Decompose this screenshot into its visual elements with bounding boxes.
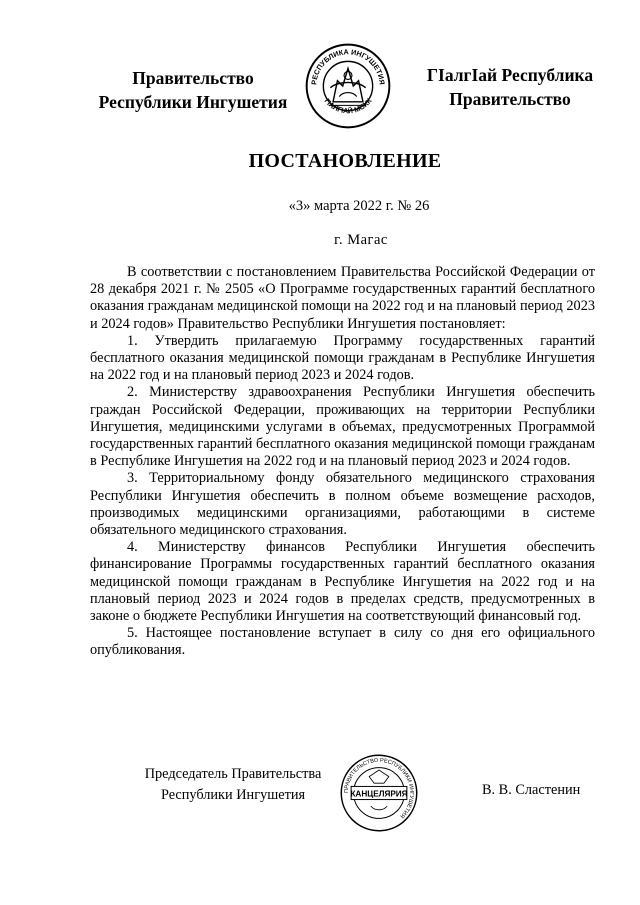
header-right: [405, 63, 615, 111]
signatory-position-line1: Председатель Правительства: [144, 766, 322, 782]
document-date-number: «3» марта 2022 г. № 26: [288, 198, 430, 214]
signatory-name: В. В. Сластенин: [482, 782, 581, 798]
clause-paragraph-1: 1. Утвердить прилагаемую Программу государственных гарантий бесплатного оказания медицинской помощи гражданам в Республике Ингушетия на 2022 год и на плановый период 2023 и 2024 годов.: [90, 332, 595, 384]
clause-paragraph-5: 5. Настоящее постановление вступает в силу со дня его официального опубликования.: [90, 625, 595, 659]
document-body: [90, 264, 595, 660]
header-left-line1: Правительство: [132, 68, 254, 88]
chancellery-stamp-icon: [338, 752, 420, 834]
header-right-line2: Правительство: [449, 89, 571, 109]
stamp-ring-text: ПРАВИТЕЛЬСТВО РЕСПУБЛИКИ ИНГУШЕТИЯ: [343, 757, 415, 819]
emblem-text-top: РЕСПУБЛИКА ИНГУШЕТИЯ: [309, 47, 387, 86]
signatory-position-line2: Республики Ингушетия: [160, 787, 306, 803]
ingushetia-coat-of-arms-icon: [304, 42, 392, 130]
clause-paragraph-2: 2. Министерству здравоохранения Республики Ингушетия обеспечить граждан Российской Федерации, проживающих на территории Республики Ингушетия, медицинскими услугами в объемах, предусмотренных Программой государственных гарантий бесплатного оказания медицинской помощи гражданам в Республике Ингушетия на 2022 год и на плановый период 2023 и 2024 годов.: [90, 384, 595, 470]
document-city: г. Магас: [334, 232, 388, 248]
header-right-line1: ГӀалгӀай Республика: [426, 65, 594, 85]
header-left: [78, 66, 308, 114]
header-left-line2: Республики Ингушетия: [98, 92, 288, 112]
stamp-label: КАНЦЕЛЯРИЯ: [350, 789, 408, 799]
document-title: ПОСТАНОВЛЕНИЕ: [248, 150, 442, 172]
signatory-position: [118, 764, 348, 806]
preamble-paragraph: В соответствии с постановлением Правительства Российской Федерации от 28 декабря 2021 г. № 2505 «О Программе государственных гарантий бесплатного оказания гражданам медицинской помощи на 2022 год и на плановый период 2023 и 2024 годов» Правительство Республики Ингушетия постановляет:: [90, 264, 595, 332]
clause-paragraph-4: 4. Министерству финансов Республики Ингушетия обеспечить финансирование Программы государственных гарантий бесплатного оказания медицинской помощи гражданам в Республике Ингушетия на 2022 год и на плановый период 2023 и 2024 годов в пределах средств, предусмотренных в законе о бюджете Республики Ингушетия на соответствующий финансовый год.: [90, 539, 595, 625]
emblem-text-bottom: ГӀАЛГӀАЙ МОХК: [322, 96, 374, 116]
clause-paragraph-3: 3. Территориальному фонду обязательного медицинского страхования Республики Ингушетия обеспечить в полном объеме возмещение расходов, производимых медицинскими организациями, работающими в системе обязательного медицинского страхования.: [90, 470, 595, 539]
